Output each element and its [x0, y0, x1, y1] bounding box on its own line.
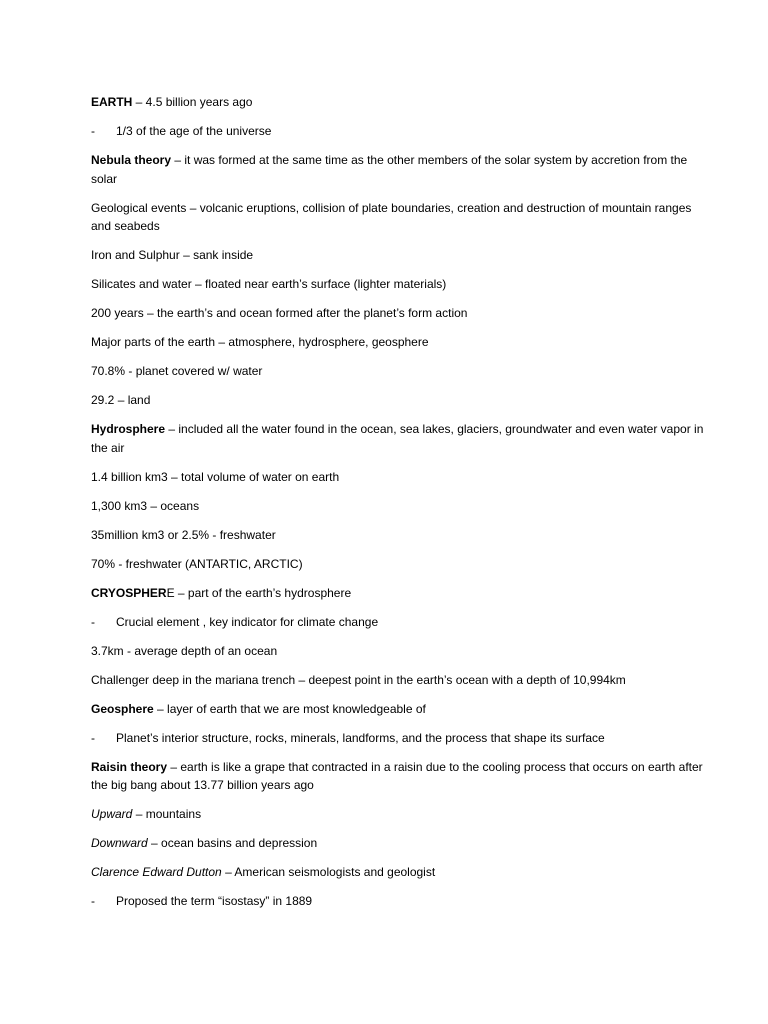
line-freshwater: 35million km3 or 2.5% - freshwater	[91, 527, 276, 542]
line-hydrosphere: Hydrosphere – included all the water found in the ocean, sea lakes, glaciers, groundwater and even water vapor in the air	[91, 422, 704, 455]
line-planet-water: 70.8% - planet covered w/ water	[91, 364, 263, 378]
line-dutton: Clarence Edward Dutton – American seismologists and geologist	[91, 865, 436, 879]
line-iron-sulphur: Iron and Sulphur – sank inside	[91, 248, 254, 262]
line-freshwater-poles: 70% - freshwater (ANTARTIC, ARCTIC)	[91, 556, 303, 571]
bullet-dash: -	[91, 124, 95, 138]
term-hydrosphere: Hydrosphere	[91, 422, 166, 436]
line-earth: EARTH – 4.5 billion years ago	[91, 95, 253, 109]
term-downward: Downward	[91, 836, 148, 850]
term-cryosphere: CRYOSPHER	[91, 585, 167, 600]
bullet-dash: -	[91, 730, 95, 745]
line-average-depth: 3.7km - average depth of an ocean	[91, 643, 278, 658]
line-land: 29.2 – land	[91, 393, 151, 407]
term-raisin-theory: Raisin theory	[91, 759, 168, 774]
line-silicates-water: Silicates and water – floated near earth’s surface (lighter materials)	[91, 277, 447, 291]
bullet-dash: -	[91, 614, 95, 629]
line-geosphere: Geosphere – layer of earth that we are most knowledgeable of	[91, 701, 426, 716]
line-total-volume: 1.4 billion km3 – total volume of water on earth	[91, 469, 340, 484]
line-downward: Downward – ocean basins and depression	[91, 836, 318, 850]
bullet-isostasy: - Proposed the term “isostasy” in 1889	[91, 892, 708, 911]
line-cryosphere: CRYOSPHERE – part of the earth’s hydrosphere	[91, 585, 352, 600]
line-challenger-deep: Challenger deep in the mariana trench – deepest point in the earth’s ocean with a depth of 10,994km	[91, 672, 626, 687]
term-nebula-theory: Nebula theory	[91, 153, 172, 167]
line-nebula-theory: Nebula theory – it was formed at the same time as the other members of the solar system by accretion from the solar	[91, 153, 688, 186]
bullet-interior-structure: - Planet’s interior structure, rocks, minerals, landforms, and the process that shape its surface	[91, 729, 708, 748]
term-earth: EARTH	[91, 95, 133, 109]
line-raisin-theory: Raisin theory – earth is like a grape that contracted in a raisin due to the cooling process that occurs on earth after the big bang about 13.77 billion years ago	[91, 759, 703, 792]
line-200-years: 200 years – the earth’s and ocean formed after the planet’s form action	[91, 306, 468, 320]
bullet-age-universe: - 1/3 of the age of the universe	[91, 122, 708, 141]
line-major-parts: Major parts of the earth – atmosphere, hydrosphere, geosphere	[91, 335, 429, 349]
line-geological-events: Geological events – volcanic eruptions, collision of plate boundaries, creation and destruction of mountain ranges and seabeds	[91, 200, 692, 233]
term-dutton: Clarence Edward Dutton	[91, 865, 222, 879]
term-geosphere: Geosphere	[91, 701, 154, 716]
line-upward: Upward – mountains	[91, 807, 202, 821]
bullet-dash: -	[91, 894, 95, 908]
line-oceans: 1,300 km3 – oceans	[91, 498, 200, 513]
term-upward: Upward	[91, 807, 133, 821]
bullet-climate-change: - Crucial element , key indicator for climate change	[91, 613, 708, 632]
